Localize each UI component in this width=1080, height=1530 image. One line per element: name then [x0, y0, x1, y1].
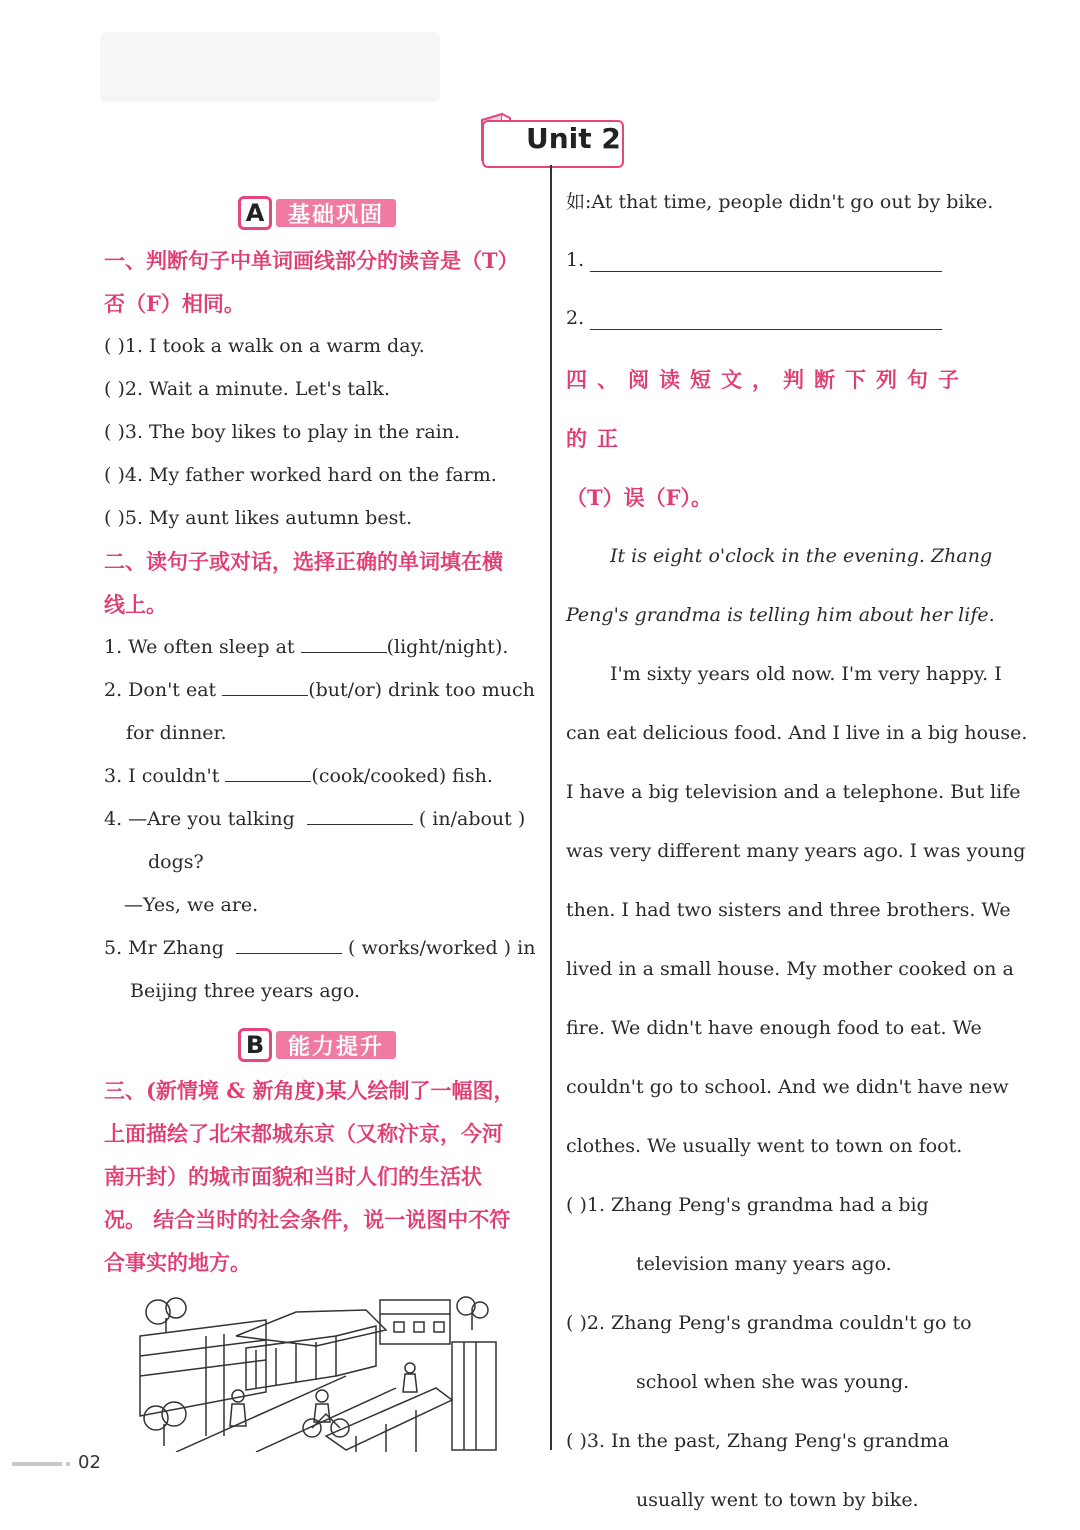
faded-header-area — [100, 32, 440, 102]
passage-line: can eat delicious food. And I live in a big house. — [566, 722, 1028, 744]
q2-item-3-options: (cook/cooked) fish. — [311, 765, 493, 787]
answer-blank[interactable] — [301, 632, 387, 653]
q4-item-cont: school when she was young. — [636, 1371, 910, 1393]
section-b-label: 能力提升 — [276, 1031, 396, 1059]
q4-item-cont: usually went to town by bike. — [636, 1489, 919, 1511]
q2-item-3-text: 3. I couldn't — [104, 765, 220, 787]
answer-blank[interactable] — [225, 761, 311, 782]
answer-row-1 — [566, 239, 998, 282]
q2-item-4-options: ( in/about ) — [418, 808, 526, 830]
answer-2-label: 2. — [566, 307, 585, 329]
column-divider — [550, 165, 552, 1450]
q3-heading-3: 南开封）的城市面貌和当时人们的生活状 — [104, 1164, 482, 1189]
page-number: 02 — [78, 1452, 101, 1473]
q4-heading-cont: （T）误（F）。 — [566, 485, 713, 510]
q1-heading: 一、判断句子中单词画线部分的读音是（T） — [104, 248, 519, 273]
q4-item: ( )1. Zhang Peng's grandma had a big — [566, 1194, 929, 1216]
q2-item-2-cont: for dinner. — [126, 722, 227, 744]
q4-intro: It is eight o'clock in the evening. Zhang — [610, 545, 993, 567]
passage-line: couldn't go to school. And we didn't have new — [566, 1076, 1009, 1098]
q3-heading: 三、(新情境 & 新角度)某人绘制了一幅图， — [104, 1078, 515, 1103]
q3-answer-area — [566, 181, 998, 340]
answer-blank[interactable] — [307, 804, 413, 825]
answer-line[interactable] — [590, 309, 942, 330]
q3-example: 如:At that time, people didn't go out by bike. — [566, 191, 994, 213]
q2-item-4-text: 4. —Are you talking — [104, 808, 295, 830]
q1-block — [104, 239, 544, 1013]
q4-heading: 四、阅读短文，判断下列句子的正 — [566, 367, 969, 451]
q2-item-5-options: ( works/worked ) in — [348, 937, 536, 959]
q3-heading-5: 合事实的地方。 — [104, 1250, 251, 1275]
q2-item-4-cont: dogs? — [148, 851, 204, 873]
q2-item-4-reply: —Yes, we are. — [124, 894, 259, 916]
q2-item-2-options: (but/or) drink too much — [308, 679, 535, 701]
q4-intro-cont: Peng's grandma is telling him about her life. — [566, 604, 995, 626]
q3-heading-4: 况。 结合当时的社会条件，说一说图中不符 — [104, 1207, 511, 1232]
q3-block — [104, 1069, 544, 1284]
q2-item-3 — [104, 755, 544, 798]
city-illustration — [136, 1296, 500, 1452]
q1-item: ( )2. Wait a minute. Let's talk. — [104, 378, 390, 400]
passage-line: fire. We didn't have enough food to eat. We — [566, 1017, 982, 1039]
passage-line: was very different many years ago. I was young — [566, 840, 1026, 862]
section-b-badge — [238, 1028, 396, 1062]
q2-heading: 二、读句子或对话，选择正确的单词填在横 — [104, 549, 503, 574]
passage-line: lived in a small house. My mother cooked on a — [566, 958, 1014, 980]
q4-item: ( )3. In the past, Zhang Peng's grandma — [566, 1430, 950, 1452]
passage-line: then. I had two sisters and three brothers. We — [566, 899, 1011, 921]
q2-item-2-text: 2. Don't eat — [104, 679, 217, 701]
q3-heading-2: 上面描绘了北宋都城东京（又称汴京，今河 — [104, 1121, 503, 1146]
section-a-letter: A — [238, 196, 272, 230]
q1-item: ( )5. My aunt likes autumn best. — [104, 507, 412, 529]
q4-item-cont: television many years ago. — [636, 1253, 892, 1275]
q2-item-1-text: 1. We often sleep at — [104, 636, 295, 658]
q2-item-2 — [104, 669, 544, 712]
section-a-label: 基础巩固 — [276, 199, 396, 227]
q2-item-4 — [104, 798, 544, 841]
page-dot — [66, 1462, 70, 1466]
answer-blank[interactable] — [222, 675, 308, 696]
page-bar — [12, 1462, 62, 1466]
unit-title: Unit 2 — [526, 122, 621, 155]
passage-line: I'm sixty years old now. I'm very happy. I — [610, 663, 1002, 685]
q2-item-5 — [104, 927, 544, 970]
passage-line: clothes. We usually went to town on foot. — [566, 1135, 963, 1157]
q2-heading-cont: 线上。 — [104, 592, 167, 617]
q2-item-1-options: (light/night). — [386, 636, 509, 658]
q2-item-1 — [104, 626, 544, 669]
q1-item: ( )1. I took a walk on a warm day. — [104, 335, 425, 357]
section-a-badge — [238, 196, 396, 230]
passage-line: I have a big television and a telephone. But life — [566, 781, 1021, 803]
q2-item-5-text: 5. Mr Zhang — [104, 937, 224, 959]
section-b-letter: B — [238, 1028, 272, 1062]
q1-item: ( )3. The boy likes to play in the rain. — [104, 421, 461, 443]
q2-item-5-cont: Beijing three years ago. — [130, 980, 360, 1002]
answer-line[interactable] — [590, 251, 942, 272]
answer-row-2 — [566, 297, 998, 340]
q1-heading-cont: 否（F）相同。 — [104, 291, 245, 316]
answer-blank[interactable] — [236, 933, 342, 954]
q4-block — [566, 350, 1028, 1530]
q4-item: ( )2. Zhang Peng's grandma couldn't go to — [566, 1312, 972, 1334]
answer-1-label: 1. — [566, 249, 585, 271]
q1-item: ( )4. My father worked hard on the farm. — [104, 464, 497, 486]
